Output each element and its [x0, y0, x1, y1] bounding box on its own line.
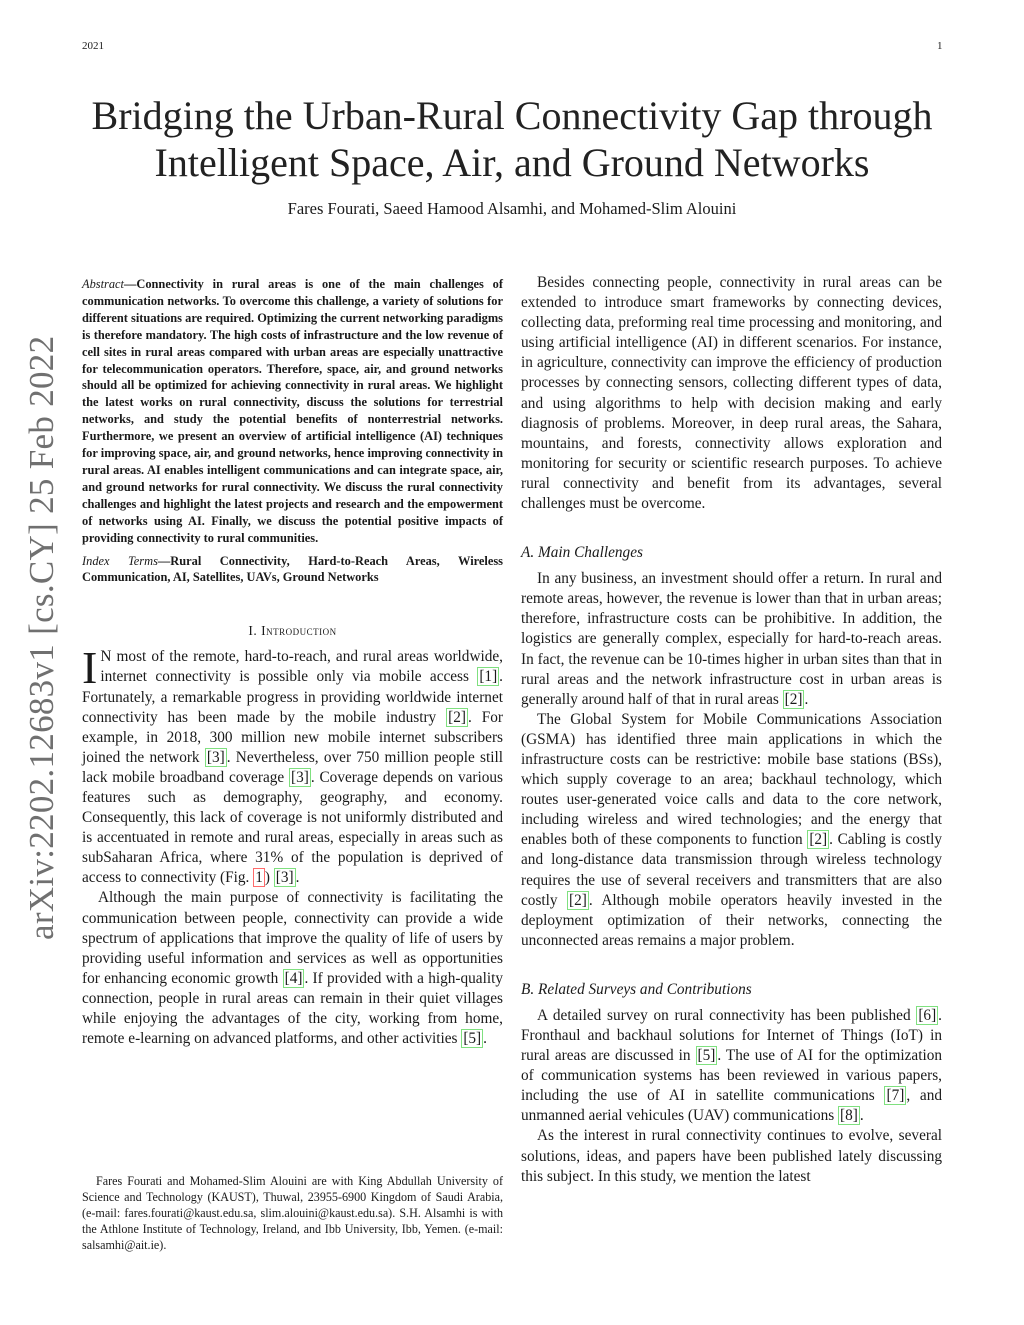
right-column [521, 273, 942, 1187]
running-header-year: 2021 [82, 40, 104, 52]
text-run: . Fronthaul and backhaul solutions for Internet of Things (IoT) in rural areas are discussed in [521, 1006, 942, 1065]
section-heading-introduction [82, 623, 503, 639]
subsection-heading-main-challenges: A. Main Challenges [521, 544, 643, 562]
citation-link[interactable]: [7] [886, 1087, 905, 1105]
page-number: 1 [937, 40, 943, 52]
citation-link[interactable]: [4] [284, 969, 303, 987]
text-run: . [483, 1030, 487, 1048]
title-line-2: Intelligent Space, Air, and Ground Networks [154, 140, 870, 185]
index-terms-text: —Rural Connectivity, Hard-to-Reach Areas, Wireless Communication, AI, Satellites, UAVs, Ground Networks [82, 553, 503, 585]
text-run: . For example, in 2018, 300 million new mobile internet subscribers joined the network [82, 708, 503, 766]
text-run: . The use of AI for the optimization of communication systems has been reviewed in various papers, including the use of AI in satellite communications [521, 1047, 942, 1105]
citation-link[interactable]: [1] [479, 668, 498, 686]
text-run: . If provided with a high-quality connection, people in rural areas can remain in their quiet villages while enjoying the advantages of the city, working from home, remote e-learning on advanced platforms, and other activities [82, 969, 503, 1048]
surveys-paragraph-2: As the interest in rural connectivity continues to evolve, several solutions, ideas, and papers have been published lately discussing this subject. In this study, we mention the latest [521, 1127, 942, 1185]
subsection-heading-related-surveys: B. Related Surveys and Contributions [521, 980, 752, 998]
citation-link[interactable]: [5] [697, 1047, 716, 1065]
citation-link[interactable]: [2] [569, 891, 587, 909]
index-terms-label: Index Terms [82, 553, 158, 568]
figure-link[interactable]: 1 [255, 869, 263, 887]
citation-link[interactable]: [2] [784, 690, 803, 708]
index-terms [82, 553, 503, 587]
text-run: N most of the remote, hard-to-reach, and rural areas worldwide, internet connectivity is possible only via mobile access [100, 648, 503, 686]
challenges-paragraph-2 [521, 710, 942, 951]
left-column [82, 276, 503, 1049]
challenges-paragraph-1 [521, 569, 942, 710]
section-title: Introduction [261, 623, 337, 639]
author-list: Fares Fourati, Saeed Hamood Alsamhi, and Mohamed-Slim Alouini [287, 199, 737, 218]
citation-link[interactable]: [2] [448, 708, 466, 726]
text-run: The Global System for Mobile Communications Association (GSMA) has identified three main applications in which the infrastructure costs can be restrictive: mobile base stations (BSs), which supply coverage to an area; backhaul technology, which routes user-generated voice calls and data to the core network, including wireless and wired technologies; and the energy that enables both of these components to function [521, 710, 942, 849]
abstract [82, 276, 503, 547]
text-run: Although the main purpose of connectivity is facilitating the communication between people, connectivity can provide a wide spectrum of applications that improve the quality of life of users by providing useful information and services as well as opportunities for enhancing economic growth [82, 889, 503, 987]
text-run: A detailed survey on rural connectivity has been published [537, 1006, 917, 1024]
text-run: ) [264, 869, 274, 887]
citation-link[interactable]: [5] [463, 1030, 482, 1048]
intro-paragraph-1 [82, 642, 503, 888]
arxiv-stamp: arXiv:2202.12683v1 [cs.CY] 25 Feb 2022 [22, 335, 61, 940]
text-run: . Although mobile operators heavily invested in the deployment optimization of their networks, connecting the unconnected areas remains a major problem. [521, 891, 942, 949]
surveys-paragraph-1 [521, 1006, 942, 1127]
citation-link[interactable]: [6] [918, 1006, 937, 1024]
text-run: . Nevertheless, over 750 million people still lack mobile broadband coverage [82, 748, 503, 786]
abstract-text: —Connectivity in rural areas is one of the main challenges of communication networks. To overcome this challenge, a variety of solutions for different situations are required. Optimizing the current networking paradigms is therefore mandatory. The high costs of infrastructure and the low revenue of cell sites in rural areas compared with urban areas are especially unattractive for telecommunication operators. Therefore, space, air, and ground networks should all be optimized for achieving connectivity in rural areas. We highlight the latest works on rural connectivity, discuss the solutions for terrestrial networks, and study the potential benefits of nonterrestrial networks. Furthermore, we present an overview of artificial intelligence (AI) techniques for improving space, air, and ground networks, hence improving connectivity in rural areas. AI enables intelligent communications and can integrate space, air, and ground networks for rural connectivity. We discuss the rural connectivity challenges and highlight the latest projects and research and the empowerment of networks using AI. Finally, we discuss the potential positive impacts of providing connectivity to rural communities. [82, 277, 503, 545]
abstract-label: Abstract [82, 277, 124, 291]
section-numeral: I. [248, 623, 262, 639]
citation-link[interactable]: [2] [809, 831, 828, 849]
text-run: . Fortunately, a remarkable progress in providing worldwide internet connectivity has been made by the mobile industry [82, 668, 503, 726]
citation-link[interactable]: [3] [275, 869, 294, 887]
text-run: . [804, 690, 809, 708]
text-run: In any business, an investment should offer a return. In rural and remote areas, however, the revenue is lower than that in urban areas; therefore, infrastructure costs can be prohibitive. In addition, the logistics are generally complex, especially for hard-to-reach areas. In fact, the revenue can be 10-times higher in urban sites than that in rural areas and the network infrastructure cost in urban areas is generally around half of that in rural areas [521, 570, 942, 708]
citation-link[interactable]: [3] [206, 748, 225, 766]
text-run: . [295, 869, 300, 887]
author-affiliation-footnote: Fares Fourati and Mohamed-Slim Alouini are with King Abdullah University of Science and Technology (KAUST), Thuwal, 23955-6900 Kingdom of Saudi Arabia, (e-mail: fares.fourati@kaust.edu.sa, slim.alouini@kaust.edu.sa). S.H. Alsamhi is with the Athlone Institute of Technology, Ireland, and Ibb University, Ibb, Yemen. (e-mail: salsamhi@ait.ie). [82, 1174, 503, 1252]
paper-title [60, 92, 964, 186]
citation-link[interactable]: [3] [291, 768, 309, 786]
intro-paragraph-3: Besides connecting people, connectivity in rural areas can be extended to introduce smart frameworks by connecting devices, collecting data, preforming real time processing and monitoring, and using artificial intelligence (AI) in different scenarios. For instance, in agriculture, connectivity can improve the efficiency of production processes by connecting sensors, collecting different types of data, and using algorithms to help with decision making and early diagnosis of problems. Moreover, in deep rural areas, the Sahara, mountains, and forests, connectivity allows exploration and monitoring for security or scientific research purposes. To achieve rural connectivity and benefit from its advantages, several challenges must be overcome. [521, 274, 942, 513]
text-run: , and unmanned aerial vehicules (UAV) communications [521, 1087, 942, 1125]
text-run: . Coverage depends on various features such as demography, geography, and economy. Consequently, this lack of coverage is not uniformly distributed and is accentuated in remote and rural areas, especially in areas such as subSaharan Africa, where 31% of the population is deprived of access to connectivity (Fig. [82, 768, 503, 887]
citation-link[interactable]: [8] [840, 1107, 858, 1125]
drop-cap: I [82, 642, 98, 694]
text-run: . [859, 1107, 864, 1125]
title-line-1: Bridging the Urban-Rural Connectivity Gap through [91, 93, 933, 138]
text-run: . Cabling is costly and long-distance data transmission through wireless technology requires the use of several receivers and transmitters that are also costly [521, 831, 942, 909]
intro-paragraph-2 [82, 888, 503, 1049]
